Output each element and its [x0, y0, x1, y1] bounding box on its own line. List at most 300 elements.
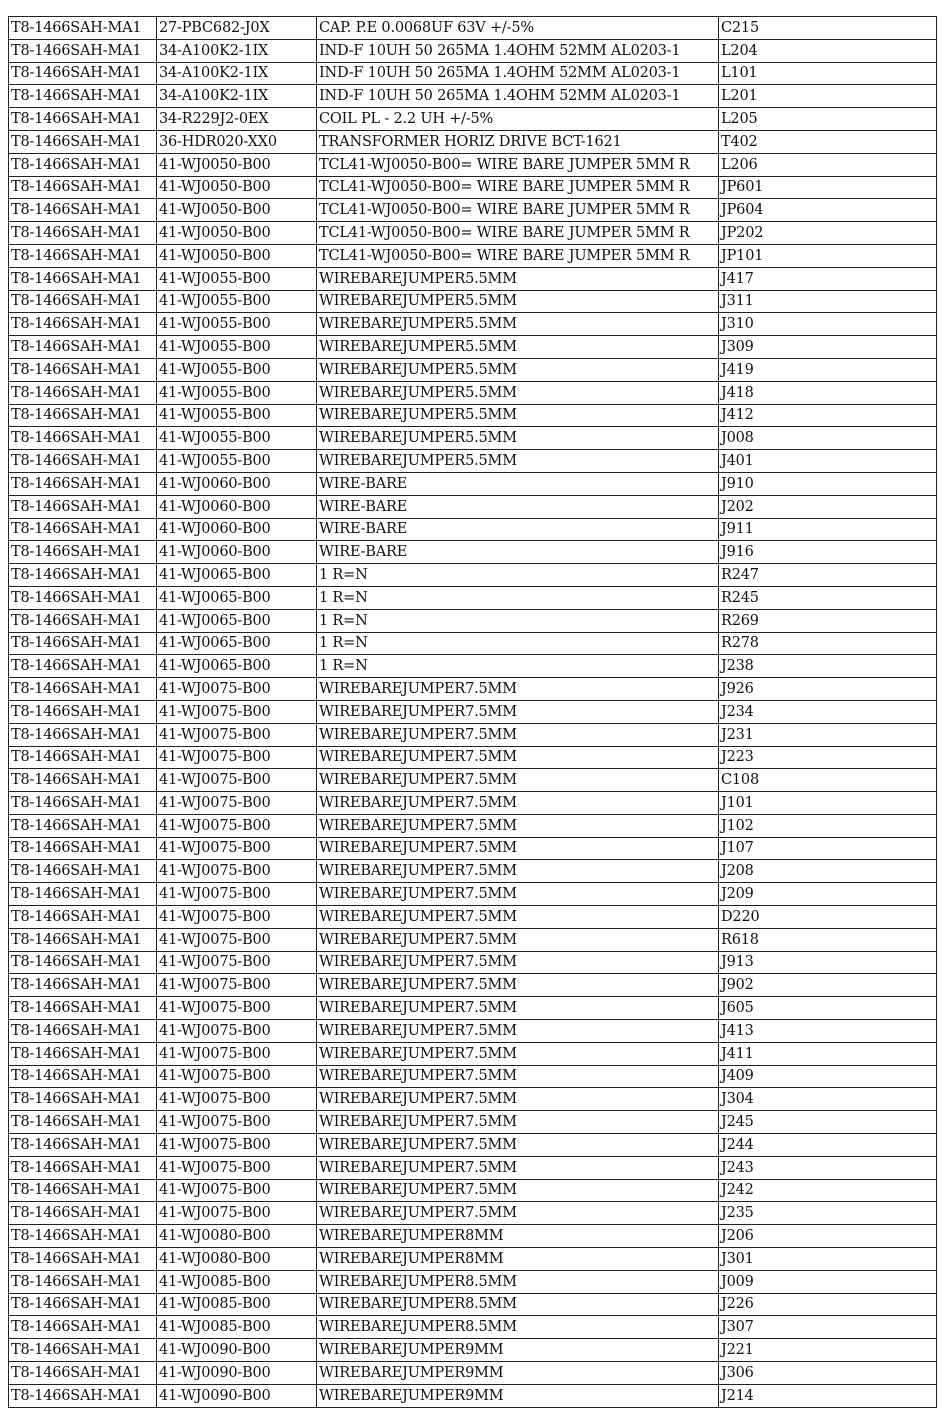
description-cell: WIRE-BARE: [317, 472, 719, 495]
table-row: [9, 62, 937, 85]
model-cell: T8-1466SAH-MA1: [9, 837, 157, 860]
reference-cell: J418: [719, 381, 937, 404]
description-cell: 1 R=N: [317, 655, 719, 678]
reference-cell: JP202: [719, 222, 937, 245]
part-number-cell: 34-A100K2-1IX: [157, 62, 317, 85]
part-number-cell: 41-WJ0055-B00: [157, 267, 317, 290]
bom-table: [8, 16, 937, 1408]
table-row: [9, 381, 937, 404]
model-cell: T8-1466SAH-MA1: [9, 586, 157, 609]
reference-cell: J206: [719, 1225, 937, 1248]
table-row: [9, 153, 937, 176]
table-row: [9, 1293, 937, 1316]
description-cell: WIREBAREJUMPER7.5MM: [317, 792, 719, 815]
description-cell: WIREBAREJUMPER7.5MM: [317, 837, 719, 860]
model-cell: T8-1466SAH-MA1: [9, 1202, 157, 1225]
model-cell: T8-1466SAH-MA1: [9, 564, 157, 587]
part-number-cell: 41-WJ0085-B00: [157, 1316, 317, 1339]
reference-cell: J107: [719, 837, 937, 860]
part-number-cell: 41-WJ0050-B00: [157, 222, 317, 245]
part-number-cell: 41-WJ0050-B00: [157, 199, 317, 222]
description-cell: WIREBAREJUMPER7.5MM: [317, 974, 719, 997]
model-cell: T8-1466SAH-MA1: [9, 495, 157, 518]
model-cell: T8-1466SAH-MA1: [9, 792, 157, 815]
table-row: [9, 472, 937, 495]
model-cell: T8-1466SAH-MA1: [9, 1065, 157, 1088]
reference-cell: J009: [719, 1270, 937, 1293]
part-number-cell: 41-WJ0065-B00: [157, 609, 317, 632]
reference-cell: L101: [719, 62, 937, 85]
description-cell: 1 R=N: [317, 586, 719, 609]
table-row: [9, 1065, 937, 1088]
table-row: [9, 609, 937, 632]
description-cell: IND-F 10UH 50 265MA 1.4OHM 52MM AL0203-1: [317, 85, 719, 108]
description-cell: WIREBAREJUMPER9MM: [317, 1362, 719, 1385]
description-cell: WIREBAREJUMPER5.5MM: [317, 313, 719, 336]
reference-cell: J242: [719, 1179, 937, 1202]
reference-cell: J411: [719, 1042, 937, 1065]
description-cell: WIREBAREJUMPER7.5MM: [317, 1134, 719, 1157]
table-row: [9, 1088, 937, 1111]
description-cell: WIREBAREJUMPER9MM: [317, 1339, 719, 1362]
reference-cell: J244: [719, 1134, 937, 1157]
table-row: [9, 495, 937, 518]
reference-cell: J209: [719, 883, 937, 906]
model-cell: T8-1466SAH-MA1: [9, 723, 157, 746]
description-cell: WIREBAREJUMPER7.5MM: [317, 928, 719, 951]
table-row: [9, 244, 937, 267]
table-row: [9, 564, 937, 587]
description-cell: WIRE-BARE: [317, 541, 719, 564]
part-number-cell: 41-WJ0075-B00: [157, 883, 317, 906]
part-number-cell: 41-WJ0065-B00: [157, 655, 317, 678]
model-cell: T8-1466SAH-MA1: [9, 1179, 157, 1202]
reference-cell: J243: [719, 1156, 937, 1179]
description-cell: 1 R=N: [317, 609, 719, 632]
description-cell: 1 R=N: [317, 564, 719, 587]
description-cell: WIREBAREJUMPER5.5MM: [317, 290, 719, 313]
description-cell: WIREBAREJUMPER7.5MM: [317, 723, 719, 746]
description-cell: WIREBAREJUMPER7.5MM: [317, 1088, 719, 1111]
description-cell: WIREBAREJUMPER5.5MM: [317, 404, 719, 427]
part-number-cell: 41-WJ0060-B00: [157, 495, 317, 518]
reference-cell: J008: [719, 427, 937, 450]
reference-cell: J101: [719, 792, 937, 815]
description-cell: TCL41-WJ0050-B00= WIRE BARE JUMPER 5MM R: [317, 153, 719, 176]
part-number-cell: 41-WJ0055-B00: [157, 450, 317, 473]
part-number-cell: 41-WJ0065-B00: [157, 632, 317, 655]
model-cell: T8-1466SAH-MA1: [9, 450, 157, 473]
part-number-cell: 34-A100K2-1IX: [157, 85, 317, 108]
model-cell: T8-1466SAH-MA1: [9, 769, 157, 792]
table-row: [9, 199, 937, 222]
table-row: [9, 586, 937, 609]
reference-cell: J413: [719, 1020, 937, 1043]
description-cell: TCL41-WJ0050-B00= WIRE BARE JUMPER 5MM R: [317, 222, 719, 245]
reference-cell: J916: [719, 541, 937, 564]
model-cell: T8-1466SAH-MA1: [9, 1042, 157, 1065]
model-cell: T8-1466SAH-MA1: [9, 1225, 157, 1248]
model-cell: T8-1466SAH-MA1: [9, 632, 157, 655]
table-row: [9, 951, 937, 974]
table-row: [9, 358, 937, 381]
part-number-cell: 41-WJ0055-B00: [157, 358, 317, 381]
reference-cell: J913: [719, 951, 937, 974]
table-row: [9, 541, 937, 564]
reference-cell: J310: [719, 313, 937, 336]
part-number-cell: 41-WJ0055-B00: [157, 290, 317, 313]
description-cell: WIREBAREJUMPER7.5MM: [317, 1111, 719, 1134]
description-cell: WIREBAREJUMPER5.5MM: [317, 336, 719, 359]
bom-sheet: [8, 16, 937, 1408]
reference-cell: T402: [719, 130, 937, 153]
description-cell: WIREBAREJUMPER7.5MM: [317, 814, 719, 837]
description-cell: CAP. P.E 0.0068UF 63V +/-5%: [317, 17, 719, 40]
reference-cell: J208: [719, 860, 937, 883]
part-number-cell: 41-WJ0060-B00: [157, 541, 317, 564]
table-row: [9, 1179, 937, 1202]
model-cell: T8-1466SAH-MA1: [9, 336, 157, 359]
model-cell: T8-1466SAH-MA1: [9, 1020, 157, 1043]
table-row: [9, 1202, 937, 1225]
model-cell: T8-1466SAH-MA1: [9, 130, 157, 153]
model-cell: T8-1466SAH-MA1: [9, 1339, 157, 1362]
part-number-cell: 41-WJ0075-B00: [157, 1179, 317, 1202]
description-cell: WIREBAREJUMPER7.5MM: [317, 860, 719, 883]
reference-cell: R269: [719, 609, 937, 632]
reference-cell: J307: [719, 1316, 937, 1339]
model-cell: T8-1466SAH-MA1: [9, 39, 157, 62]
part-number-cell: 41-WJ0075-B00: [157, 1202, 317, 1225]
description-cell: WIREBAREJUMPER8MM: [317, 1248, 719, 1271]
model-cell: T8-1466SAH-MA1: [9, 1156, 157, 1179]
reference-cell: J223: [719, 746, 937, 769]
table-row: [9, 176, 937, 199]
reference-cell: J419: [719, 358, 937, 381]
description-cell: WIREBAREJUMPER7.5MM: [317, 883, 719, 906]
reference-cell: J910: [719, 472, 937, 495]
reference-cell: J226: [719, 1293, 937, 1316]
reference-cell: J301: [719, 1248, 937, 1271]
table-row: [9, 130, 937, 153]
model-cell: T8-1466SAH-MA1: [9, 199, 157, 222]
table-row: [9, 814, 937, 837]
description-cell: WIREBAREJUMPER5.5MM: [317, 427, 719, 450]
reference-cell: L204: [719, 39, 937, 62]
description-cell: WIREBAREJUMPER8.5MM: [317, 1270, 719, 1293]
part-number-cell: 41-WJ0090-B00: [157, 1362, 317, 1385]
part-number-cell: 41-WJ0050-B00: [157, 176, 317, 199]
table-row: [9, 1248, 937, 1271]
table-row: [9, 518, 937, 541]
description-cell: WIREBAREJUMPER8.5MM: [317, 1293, 719, 1316]
part-number-cell: 41-WJ0075-B00: [157, 723, 317, 746]
table-row: [9, 1020, 937, 1043]
table-row: [9, 1362, 937, 1385]
model-cell: T8-1466SAH-MA1: [9, 1362, 157, 1385]
model-cell: T8-1466SAH-MA1: [9, 883, 157, 906]
table-row: [9, 883, 937, 906]
part-number-cell: 27-PBC682-J0X: [157, 17, 317, 40]
part-number-cell: 41-WJ0075-B00: [157, 997, 317, 1020]
model-cell: T8-1466SAH-MA1: [9, 222, 157, 245]
table-row: [9, 290, 937, 313]
reference-cell: J221: [719, 1339, 937, 1362]
part-number-cell: 41-WJ0075-B00: [157, 1088, 317, 1111]
model-cell: T8-1466SAH-MA1: [9, 472, 157, 495]
table-row: [9, 837, 937, 860]
model-cell: T8-1466SAH-MA1: [9, 1088, 157, 1111]
description-cell: WIREBAREJUMPER5.5MM: [317, 267, 719, 290]
description-cell: WIREBAREJUMPER7.5MM: [317, 906, 719, 929]
description-cell: WIREBAREJUMPER7.5MM: [317, 769, 719, 792]
description-cell: WIREBAREJUMPER7.5MM: [317, 1020, 719, 1043]
reference-cell: L201: [719, 85, 937, 108]
reference-cell: J911: [719, 518, 937, 541]
description-cell: WIREBAREJUMPER9MM: [317, 1384, 719, 1407]
reference-cell: J401: [719, 450, 937, 473]
model-cell: T8-1466SAH-MA1: [9, 17, 157, 40]
table-row: [9, 1042, 937, 1065]
description-cell: WIREBAREJUMPER7.5MM: [317, 700, 719, 723]
part-number-cell: 41-WJ0075-B00: [157, 1156, 317, 1179]
reference-cell: J234: [719, 700, 937, 723]
table-row: [9, 267, 937, 290]
model-cell: T8-1466SAH-MA1: [9, 153, 157, 176]
reference-cell: R618: [719, 928, 937, 951]
model-cell: T8-1466SAH-MA1: [9, 997, 157, 1020]
reference-cell: R278: [719, 632, 937, 655]
reference-cell: JP601: [719, 176, 937, 199]
model-cell: T8-1466SAH-MA1: [9, 951, 157, 974]
reference-cell: R247: [719, 564, 937, 587]
part-number-cell: 41-WJ0075-B00: [157, 1134, 317, 1157]
part-number-cell: 41-WJ0050-B00: [157, 244, 317, 267]
part-number-cell: 41-WJ0075-B00: [157, 746, 317, 769]
reference-cell: J304: [719, 1088, 937, 1111]
part-number-cell: 41-WJ0075-B00: [157, 837, 317, 860]
reference-cell: J245: [719, 1111, 937, 1134]
table-row: [9, 928, 937, 951]
description-cell: WIREBAREJUMPER5.5MM: [317, 358, 719, 381]
table-row: [9, 39, 937, 62]
reference-cell: J412: [719, 404, 937, 427]
model-cell: T8-1466SAH-MA1: [9, 1134, 157, 1157]
part-number-cell: 41-WJ0075-B00: [157, 1042, 317, 1065]
description-cell: WIREBAREJUMPER8MM: [317, 1225, 719, 1248]
reference-cell: J926: [719, 678, 937, 701]
table-row: [9, 427, 937, 450]
description-cell: TCL41-WJ0050-B00= WIRE BARE JUMPER 5MM R: [317, 199, 719, 222]
reference-cell: L206: [719, 153, 937, 176]
model-cell: T8-1466SAH-MA1: [9, 928, 157, 951]
description-cell: WIREBAREJUMPER7.5MM: [317, 951, 719, 974]
reference-cell: J202: [719, 495, 937, 518]
bom-table-body: [9, 17, 937, 1408]
table-row: [9, 997, 937, 1020]
reference-cell: J409: [719, 1065, 937, 1088]
description-cell: WIREBAREJUMPER7.5MM: [317, 1156, 719, 1179]
model-cell: T8-1466SAH-MA1: [9, 358, 157, 381]
description-cell: WIREBAREJUMPER7.5MM: [317, 997, 719, 1020]
description-cell: WIRE-BARE: [317, 495, 719, 518]
model-cell: T8-1466SAH-MA1: [9, 85, 157, 108]
description-cell: IND-F 10UH 50 265MA 1.4OHM 52MM AL0203-1: [317, 39, 719, 62]
table-row: [9, 222, 937, 245]
part-number-cell: 34-A100K2-1IX: [157, 39, 317, 62]
reference-cell: J238: [719, 655, 937, 678]
model-cell: T8-1466SAH-MA1: [9, 541, 157, 564]
part-number-cell: 41-WJ0075-B00: [157, 792, 317, 815]
table-row: [9, 746, 937, 769]
reference-cell: J902: [719, 974, 937, 997]
model-cell: T8-1466SAH-MA1: [9, 176, 157, 199]
reference-cell: R245: [719, 586, 937, 609]
description-cell: 1 R=N: [317, 632, 719, 655]
part-number-cell: 41-WJ0065-B00: [157, 564, 317, 587]
model-cell: T8-1466SAH-MA1: [9, 1111, 157, 1134]
part-number-cell: 41-WJ0075-B00: [157, 951, 317, 974]
description-cell: WIREBAREJUMPER5.5MM: [317, 381, 719, 404]
reference-cell: J214: [719, 1384, 937, 1407]
model-cell: T8-1466SAH-MA1: [9, 381, 157, 404]
reference-cell: C108: [719, 769, 937, 792]
reference-cell: J417: [719, 267, 937, 290]
table-row: [9, 1225, 937, 1248]
table-row: [9, 792, 937, 815]
part-number-cell: 41-WJ0075-B00: [157, 928, 317, 951]
reference-cell: J311: [719, 290, 937, 313]
part-number-cell: 34-R229J2-0EX: [157, 108, 317, 131]
description-cell: WIRE-BARE: [317, 518, 719, 541]
description-cell: TRANSFORMER HORIZ DRIVE BCT-1621: [317, 130, 719, 153]
part-number-cell: 41-WJ0085-B00: [157, 1270, 317, 1293]
table-row: [9, 1134, 937, 1157]
table-row: [9, 723, 937, 746]
table-row: [9, 1316, 937, 1339]
part-number-cell: 41-WJ0080-B00: [157, 1225, 317, 1248]
table-row: [9, 1339, 937, 1362]
part-number-cell: 41-WJ0075-B00: [157, 769, 317, 792]
table-row: [9, 313, 937, 336]
model-cell: T8-1466SAH-MA1: [9, 404, 157, 427]
part-number-cell: 41-WJ0065-B00: [157, 586, 317, 609]
model-cell: T8-1466SAH-MA1: [9, 678, 157, 701]
table-row: [9, 1156, 937, 1179]
part-number-cell: 41-WJ0060-B00: [157, 518, 317, 541]
model-cell: T8-1466SAH-MA1: [9, 655, 157, 678]
table-row: [9, 700, 937, 723]
part-number-cell: 41-WJ0090-B00: [157, 1339, 317, 1362]
part-number-cell: 41-WJ0085-B00: [157, 1293, 317, 1316]
description-cell: WIREBAREJUMPER8.5MM: [317, 1316, 719, 1339]
model-cell: T8-1466SAH-MA1: [9, 974, 157, 997]
model-cell: T8-1466SAH-MA1: [9, 906, 157, 929]
description-cell: IND-F 10UH 50 265MA 1.4OHM 52MM AL0203-1: [317, 62, 719, 85]
description-cell: WIREBAREJUMPER7.5MM: [317, 1179, 719, 1202]
table-row: [9, 1270, 937, 1293]
part-number-cell: 41-WJ0055-B00: [157, 313, 317, 336]
reference-cell: J605: [719, 997, 937, 1020]
table-row: [9, 632, 937, 655]
model-cell: T8-1466SAH-MA1: [9, 746, 157, 769]
model-cell: T8-1466SAH-MA1: [9, 700, 157, 723]
part-number-cell: 41-WJ0075-B00: [157, 1065, 317, 1088]
description-cell: WIREBAREJUMPER7.5MM: [317, 1202, 719, 1225]
reference-cell: JP101: [719, 244, 937, 267]
model-cell: T8-1466SAH-MA1: [9, 290, 157, 313]
description-cell: WIREBAREJUMPER7.5MM: [317, 678, 719, 701]
table-row: [9, 336, 937, 359]
model-cell: T8-1466SAH-MA1: [9, 313, 157, 336]
part-number-cell: 41-WJ0090-B00: [157, 1384, 317, 1407]
part-number-cell: 41-WJ0075-B00: [157, 906, 317, 929]
reference-cell: J102: [719, 814, 937, 837]
description-cell: COIL PL - 2.2 UH +/-5%: [317, 108, 719, 131]
model-cell: T8-1466SAH-MA1: [9, 244, 157, 267]
reference-cell: L205: [719, 108, 937, 131]
reference-cell: J306: [719, 1362, 937, 1385]
part-number-cell: 41-WJ0075-B00: [157, 860, 317, 883]
description-cell: WIREBAREJUMPER7.5MM: [317, 746, 719, 769]
table-row: [9, 655, 937, 678]
model-cell: T8-1466SAH-MA1: [9, 267, 157, 290]
part-number-cell: 41-WJ0075-B00: [157, 1020, 317, 1043]
reference-cell: C215: [719, 17, 937, 40]
table-row: [9, 1384, 937, 1407]
model-cell: T8-1466SAH-MA1: [9, 609, 157, 632]
description-cell: WIREBAREJUMPER5.5MM: [317, 450, 719, 473]
part-number-cell: 41-WJ0050-B00: [157, 153, 317, 176]
model-cell: T8-1466SAH-MA1: [9, 814, 157, 837]
reference-cell: D220: [719, 906, 937, 929]
part-number-cell: 41-WJ0055-B00: [157, 381, 317, 404]
part-number-cell: 41-WJ0075-B00: [157, 974, 317, 997]
model-cell: T8-1466SAH-MA1: [9, 518, 157, 541]
model-cell: T8-1466SAH-MA1: [9, 427, 157, 450]
part-number-cell: 36-HDR020-XX0: [157, 130, 317, 153]
description-cell: TCL41-WJ0050-B00= WIRE BARE JUMPER 5MM R: [317, 176, 719, 199]
part-number-cell: 41-WJ0080-B00: [157, 1248, 317, 1271]
model-cell: T8-1466SAH-MA1: [9, 1316, 157, 1339]
description-cell: WIREBAREJUMPER7.5MM: [317, 1042, 719, 1065]
part-number-cell: 41-WJ0075-B00: [157, 814, 317, 837]
part-number-cell: 41-WJ0055-B00: [157, 404, 317, 427]
table-row: [9, 860, 937, 883]
table-row: [9, 1111, 937, 1134]
part-number-cell: 41-WJ0075-B00: [157, 1111, 317, 1134]
table-row: [9, 17, 937, 40]
model-cell: T8-1466SAH-MA1: [9, 860, 157, 883]
reference-cell: J235: [719, 1202, 937, 1225]
reference-cell: J231: [719, 723, 937, 746]
table-row: [9, 404, 937, 427]
reference-cell: J309: [719, 336, 937, 359]
table-row: [9, 678, 937, 701]
table-row: [9, 769, 937, 792]
model-cell: T8-1466SAH-MA1: [9, 1248, 157, 1271]
part-number-cell: 41-WJ0075-B00: [157, 678, 317, 701]
table-row: [9, 85, 937, 108]
part-number-cell: 41-WJ0060-B00: [157, 472, 317, 495]
part-number-cell: 41-WJ0055-B00: [157, 427, 317, 450]
table-row: [9, 450, 937, 473]
description-cell: WIREBAREJUMPER7.5MM: [317, 1065, 719, 1088]
part-number-cell: 41-WJ0075-B00: [157, 700, 317, 723]
reference-cell: JP604: [719, 199, 937, 222]
model-cell: T8-1466SAH-MA1: [9, 1293, 157, 1316]
model-cell: T8-1466SAH-MA1: [9, 62, 157, 85]
